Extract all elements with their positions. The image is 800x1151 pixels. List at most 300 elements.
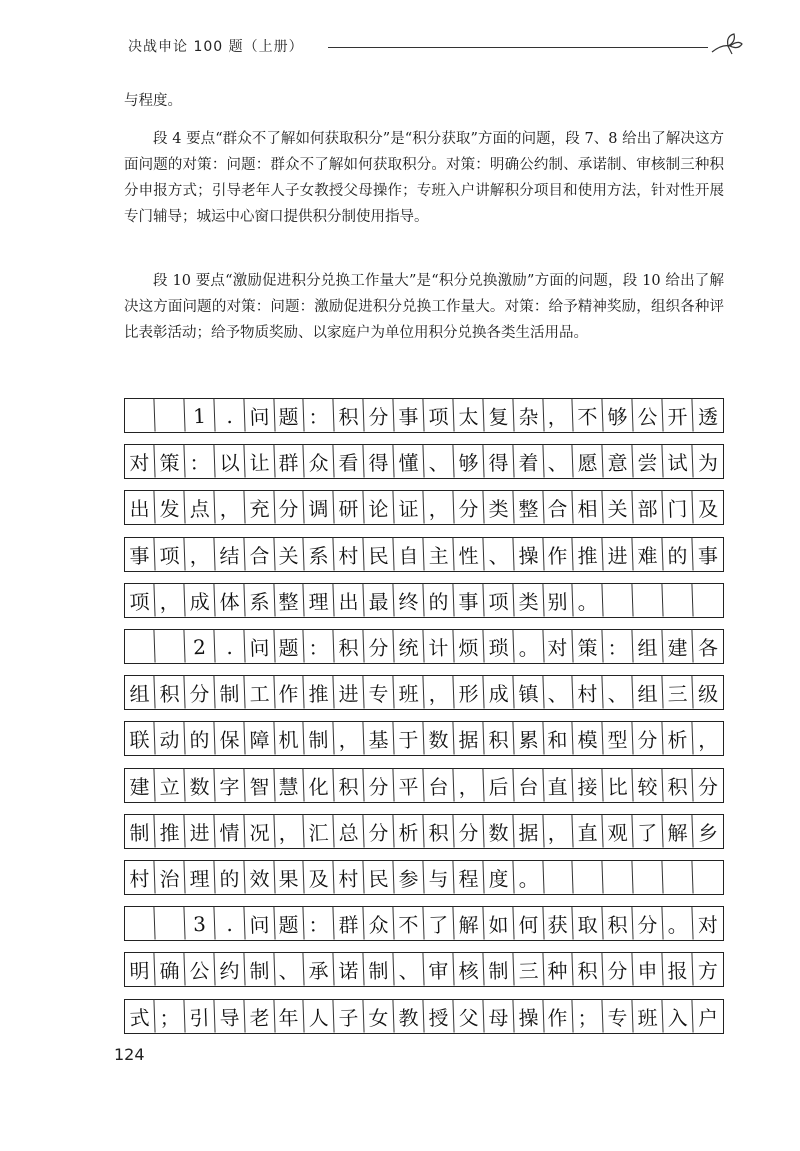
grid-cell: 工 xyxy=(244,676,275,710)
grid-cell: 化 xyxy=(304,768,335,802)
grid-cell: 汇 xyxy=(304,814,335,848)
grid-cell: 够 xyxy=(603,398,634,432)
grid-cell: 关 xyxy=(603,491,634,525)
header-rule xyxy=(328,47,708,48)
grid-cell: 专 xyxy=(364,676,395,710)
grid-cell: 积 xyxy=(662,768,693,802)
grid-cell: 烦 xyxy=(453,629,484,663)
grid-cell: 作 xyxy=(274,676,305,710)
grid-cell: ， xyxy=(543,814,574,848)
grid-cell: 积 xyxy=(483,722,514,756)
grid-cell: ， xyxy=(184,537,215,571)
grid-row xyxy=(124,629,724,664)
grid-cell: 题 xyxy=(274,398,305,432)
grid-cell xyxy=(124,629,155,663)
grid-cell: ， xyxy=(423,676,454,710)
grid-cell: 、 xyxy=(393,953,424,987)
grid-cell: 入 xyxy=(662,999,693,1033)
grid-cell: 慧 xyxy=(274,768,305,802)
grid-cell: 发 xyxy=(154,491,185,525)
grid-row xyxy=(124,860,724,895)
paragraph-point-4: 段 4 要点“群众不了解如何获取积分”是“积分获取”方面的问题，段 7、8 给出了解决这方面问题的对策：问题：群众不了解如何获取积分。对策：明确公约制、承诺制、审核制三种积分申报方式；引导老年人子女教授父母操作；专班入户讲解积分项目和使用方法，针对性开展专门辅导；城运中心窗口提供积分制使用指导。 xyxy=(124,131,724,225)
grid-row xyxy=(124,721,724,756)
grid-cell: 村 xyxy=(124,860,155,894)
grid-cell: 年 xyxy=(274,999,305,1033)
grid-cell: 台 xyxy=(423,768,454,802)
grid-cell: 透 xyxy=(697,404,719,430)
grid-cell: 种 xyxy=(543,953,574,987)
grid-cell: 研 xyxy=(334,491,365,525)
grid-cell: 总 xyxy=(334,814,365,848)
grid-cell: 约 xyxy=(214,953,245,987)
grid-cell: 策 xyxy=(573,629,604,663)
grid-cell: 积 xyxy=(423,814,454,848)
grid-cell: 情 xyxy=(214,814,245,848)
grid-cell: 班 xyxy=(633,999,664,1033)
grid-cell: 果 xyxy=(274,860,305,894)
grid-cell: 事 xyxy=(393,398,424,432)
grid-cell: 成 xyxy=(483,676,514,710)
grid-cell: 后 xyxy=(483,768,514,802)
grid-cell: 障 xyxy=(244,722,275,756)
grid-cell: 级 xyxy=(697,681,719,707)
grid-cell: 太 xyxy=(453,398,484,432)
grid-cell xyxy=(124,907,155,941)
grid-cell: 民 xyxy=(364,860,395,894)
grid-row xyxy=(124,906,724,941)
grid-cell: 公 xyxy=(184,953,215,987)
grid-cell: 项 xyxy=(124,583,155,617)
grid-cell: 复 xyxy=(483,398,514,432)
grid-cell: ， xyxy=(334,722,365,756)
grid-cell xyxy=(154,629,185,663)
grid-cell: 报 xyxy=(662,953,693,987)
grid-cell: 主 xyxy=(423,537,454,571)
grid-cell: 了 xyxy=(633,814,664,848)
grid-row xyxy=(124,537,724,572)
grid-cell: . xyxy=(214,629,245,663)
grid-cell: 何 xyxy=(513,907,544,941)
grid-cell: 数 xyxy=(423,722,454,756)
grid-cell: 明 xyxy=(124,953,155,987)
grid-cell: 析 xyxy=(662,722,693,756)
grid-cell: 分 xyxy=(184,676,215,710)
grid-cell xyxy=(154,907,185,941)
grid-cell: 问 xyxy=(244,629,275,663)
grid-cell: 民 xyxy=(364,537,395,571)
grid-cell: 够 xyxy=(453,445,484,479)
grid-cell: 、 xyxy=(543,445,574,479)
grid-cell: . xyxy=(214,398,245,432)
grid-cell: 诺 xyxy=(334,953,365,987)
grid-cell: 作 xyxy=(543,537,574,571)
grid-cell: 得 xyxy=(483,445,514,479)
grid-cell: 核 xyxy=(453,953,484,987)
grid-cell: 关 xyxy=(274,537,305,571)
grid-cell: 事 xyxy=(124,537,155,571)
grid-cell xyxy=(124,398,155,432)
grid-cell xyxy=(633,860,664,894)
grid-cell: 愿 xyxy=(573,445,604,479)
grid-cell: ： xyxy=(304,629,335,663)
grid-cell: 事 xyxy=(453,583,484,617)
grid-cell: 众 xyxy=(364,907,395,941)
grid-cell: 类 xyxy=(483,491,514,525)
grid-cell: 理 xyxy=(304,583,335,617)
grid-cell: 解 xyxy=(453,907,484,941)
grid-cell xyxy=(662,860,693,894)
grid-cell: 统 xyxy=(393,629,424,663)
grid-cell: 进 xyxy=(334,676,365,710)
grid-cell: 人 xyxy=(304,999,335,1033)
grid-cell: . xyxy=(214,907,245,941)
grid-cell: 班 xyxy=(393,676,424,710)
grid-cell: 、 xyxy=(603,676,634,710)
grid-cell: 型 xyxy=(603,722,634,756)
grid-cell: 性 xyxy=(453,537,484,571)
grid-cell: 尝 xyxy=(633,445,664,479)
grid-cell: 理 xyxy=(184,860,215,894)
grid-cell: 分 xyxy=(453,491,484,525)
grid-cell: 开 xyxy=(662,398,693,432)
grid-cell: 1 xyxy=(184,398,215,432)
grid-cell: 老 xyxy=(244,999,275,1033)
grid-cell: 较 xyxy=(633,768,664,802)
grid-cell: 。 xyxy=(573,583,604,617)
grid-cell: 于 xyxy=(393,722,424,756)
grid-cell: 动 xyxy=(154,722,185,756)
grid-cell: 制 xyxy=(214,676,245,710)
grid-cell: 女 xyxy=(364,999,395,1033)
grid-cell: 对 xyxy=(697,912,719,938)
grid-cell: 着 xyxy=(513,445,544,479)
grid-cell: 懂 xyxy=(393,445,424,479)
grid-cell xyxy=(543,860,574,894)
grid-cell: 建 xyxy=(662,629,693,663)
grid-cell: 、 xyxy=(483,537,514,571)
grid-cell: ： xyxy=(184,445,215,479)
grid-cell: 取 xyxy=(573,907,604,941)
grid-cell: 村 xyxy=(334,537,365,571)
grid-cell: 及 xyxy=(697,497,719,522)
grid-cell: 为 xyxy=(697,450,719,476)
grid-cell: 琐 xyxy=(483,629,514,663)
grid-cell: 三 xyxy=(662,676,693,710)
grid-cell: 门 xyxy=(662,491,693,525)
grid-cell: 分 xyxy=(633,722,664,756)
grid-cell: 机 xyxy=(274,722,305,756)
grid-cell: 与 xyxy=(423,860,454,894)
grid-cell: 子 xyxy=(334,999,365,1033)
grid-cell: 比 xyxy=(603,768,634,802)
grid-cell: 据 xyxy=(453,722,484,756)
grid-cell: 平 xyxy=(393,768,424,802)
grid-cell: 接 xyxy=(573,768,604,802)
grid-cell: 项 xyxy=(423,398,454,432)
grid-cell: 推 xyxy=(304,676,335,710)
grid-cell: 2 xyxy=(184,629,215,663)
grid-cell: 题 xyxy=(274,907,305,941)
grid-cell: 累 xyxy=(513,722,544,756)
grid-cell: ； xyxy=(154,999,185,1033)
grid-cell: 方 xyxy=(697,959,719,984)
grid-cell: 系 xyxy=(304,537,335,571)
grid-cell: 分 xyxy=(633,907,664,941)
grid-cell: 分 xyxy=(364,629,395,663)
grid-cell: 智 xyxy=(244,768,275,802)
grid-cell: 形 xyxy=(453,676,484,710)
grid-cell: 得 xyxy=(364,445,395,479)
grid-cell: 群 xyxy=(334,907,365,941)
grid-cell: 积 xyxy=(603,907,634,941)
grid-cell: 直 xyxy=(573,814,604,848)
grid-cell: 分 xyxy=(364,768,395,802)
grid-cell: 积 xyxy=(334,398,365,432)
grid-cell: 引 xyxy=(184,999,215,1033)
grid-cell: 了 xyxy=(423,907,454,941)
grid-cell: ： xyxy=(603,629,634,663)
grid-cell: 类 xyxy=(513,583,544,617)
grid-cell: 申 xyxy=(633,953,664,987)
grid-cell: 。 xyxy=(513,860,544,894)
grid-cell: 承 xyxy=(304,953,335,987)
grid-cell: 模 xyxy=(573,722,604,756)
grid-cell: 数 xyxy=(184,768,215,802)
grid-cell: 进 xyxy=(184,814,215,848)
grid-cell xyxy=(662,583,693,617)
grid-cell: 事 xyxy=(697,543,719,568)
grid-cell xyxy=(692,860,723,894)
grid-cell: 基 xyxy=(364,722,395,756)
grid-cell: 组 xyxy=(633,629,664,663)
grid-cell: 调 xyxy=(304,491,335,525)
grid-cell: 积 xyxy=(334,768,365,802)
grid-row xyxy=(124,490,724,525)
grid-cell: 式 xyxy=(124,999,155,1033)
grid-cell: 最 xyxy=(364,583,395,617)
grid-cell: 度 xyxy=(483,860,514,894)
grid-cell: 立 xyxy=(154,768,185,802)
grid-cell: 合 xyxy=(543,491,574,525)
grid-cell: 难 xyxy=(633,537,664,571)
grid-cell: 积 xyxy=(334,629,365,663)
grid-cell: 操 xyxy=(513,537,544,571)
grid-cell: 确 xyxy=(154,953,185,987)
grid-cell: 策 xyxy=(154,445,185,479)
grid-cell: 授 xyxy=(423,999,454,1033)
grid-cell: 分 xyxy=(453,814,484,848)
grid-cell: ， xyxy=(274,814,305,848)
grid-cell: 出 xyxy=(334,583,365,617)
grid-cell: 众 xyxy=(304,445,335,479)
grid-cell: 父 xyxy=(453,999,484,1033)
grid-cell: 、 xyxy=(543,676,574,710)
grid-cell: 论 xyxy=(364,491,395,525)
grid-cell: 获 xyxy=(543,907,574,941)
grid-cell: 推 xyxy=(154,814,185,848)
grid-cell: 不 xyxy=(393,907,424,941)
grid-row xyxy=(124,814,724,849)
grid-cell: 程 xyxy=(453,860,484,894)
grid-row xyxy=(124,398,724,433)
grid-cell: ： xyxy=(304,907,335,941)
grid-cell: 对 xyxy=(543,629,574,663)
grid-cell: 成 xyxy=(184,583,215,617)
grid-cell: 合 xyxy=(244,537,275,571)
grid-row xyxy=(124,952,724,987)
grid-cell: 观 xyxy=(603,814,634,848)
grid-cell: 效 xyxy=(244,860,275,894)
grid-cell: 的 xyxy=(423,583,454,617)
grid-cell: 村 xyxy=(334,860,365,894)
grid-cell: 项 xyxy=(483,583,514,617)
grid-cell xyxy=(603,583,634,617)
paragraph-continued: 与程度。 xyxy=(124,93,182,109)
grid-cell: 联 xyxy=(124,722,155,756)
grid-cell: 制 xyxy=(244,953,275,987)
grid-cell xyxy=(633,583,664,617)
grid-cell: 项 xyxy=(154,537,185,571)
grid-cell: 分 xyxy=(603,953,634,987)
grid-row xyxy=(124,768,724,803)
grid-cell: 字 xyxy=(214,768,245,802)
grid-cell: 、 xyxy=(274,953,305,987)
grid-cell: 专 xyxy=(603,999,634,1033)
grid-row xyxy=(124,675,724,710)
grid-cell: 户 xyxy=(697,1005,719,1030)
grid-cell: 分 xyxy=(364,814,395,848)
grid-cell: 群 xyxy=(274,445,305,479)
grid-cell: 治 xyxy=(154,860,185,894)
grid-cell: 杂 xyxy=(513,398,544,432)
grid-cell: ， xyxy=(423,491,454,525)
grid-cell: 如 xyxy=(483,907,514,941)
grid-cell: 制 xyxy=(364,953,395,987)
running-header xyxy=(128,30,728,60)
grid-cell: 据 xyxy=(513,814,544,848)
grid-cell: 、 xyxy=(423,445,454,479)
grid-cell: 整 xyxy=(274,583,305,617)
grid-cell xyxy=(692,583,723,617)
grid-cell: 相 xyxy=(573,491,604,525)
grid-cell: 让 xyxy=(244,445,275,479)
grid-cell: 的 xyxy=(662,537,693,571)
grid-cell: 意 xyxy=(603,445,634,479)
grid-cell xyxy=(154,398,185,432)
grid-cell: 积 xyxy=(154,676,185,710)
grid-cell: 各 xyxy=(697,635,719,661)
grid-cell: 建 xyxy=(124,768,155,802)
grid-cell: 3 xyxy=(184,907,215,941)
grid-cell: 况 xyxy=(244,814,275,848)
grid-cell: 分 xyxy=(364,398,395,432)
grid-cell: 。 xyxy=(662,907,693,941)
grid-cell: 审 xyxy=(423,953,454,987)
grid-cell: 数 xyxy=(483,814,514,848)
grid-cell: 三 xyxy=(513,953,544,987)
grid-cell: 和 xyxy=(543,722,574,756)
grid-cell: 制 xyxy=(483,953,514,987)
grid-cell: 别 xyxy=(543,583,574,617)
grid-cell: ， xyxy=(154,583,185,617)
grid-cell: 充 xyxy=(244,491,275,525)
grid-cell: 点 xyxy=(184,491,215,525)
grid-cell: 乡 xyxy=(697,820,719,846)
grid-cell: 问 xyxy=(244,398,275,432)
grid-cell: 计 xyxy=(423,629,454,663)
grid-cell: 直 xyxy=(543,768,574,802)
grid-cell: 题 xyxy=(274,629,305,663)
grid-row xyxy=(124,999,724,1034)
grid-cell xyxy=(603,860,634,894)
page-number: 124 xyxy=(114,1045,145,1064)
grid-cell: 台 xyxy=(513,768,544,802)
grid-cell: 制 xyxy=(304,722,335,756)
grid-cell xyxy=(573,860,604,894)
grid-cell: 教 xyxy=(393,999,424,1033)
grid-cell: 进 xyxy=(603,537,634,571)
header-title: 决战申论 100 题（上册） xyxy=(128,39,304,55)
grid-cell: 保 xyxy=(214,722,245,756)
grid-cell: 制 xyxy=(124,814,155,848)
grid-cell: 导 xyxy=(214,999,245,1033)
grid-cell: 结 xyxy=(214,537,245,571)
grid-cell: 的 xyxy=(184,722,215,756)
grid-cell: ， xyxy=(697,728,719,753)
grid-cell: 村 xyxy=(573,676,604,710)
grid-cell: 出 xyxy=(124,491,155,525)
grid-cell: 试 xyxy=(662,445,693,479)
sprout-icon xyxy=(708,30,744,60)
grid-cell: 证 xyxy=(393,491,424,525)
grid-row xyxy=(124,583,724,618)
grid-cell: 推 xyxy=(573,537,604,571)
grid-cell: 整 xyxy=(513,491,544,525)
grid-cell: 的 xyxy=(214,860,245,894)
grid-cell: 积 xyxy=(573,953,604,987)
grid-cell: 体 xyxy=(214,583,245,617)
grid-cell: 作 xyxy=(543,999,574,1033)
grid-cell: 操 xyxy=(513,999,544,1033)
grid-cell: 组 xyxy=(124,676,155,710)
grid-cell: 析 xyxy=(393,814,424,848)
grid-cell: 问 xyxy=(244,907,275,941)
grid-cell: 看 xyxy=(334,445,365,479)
grid-cell: 参 xyxy=(393,860,424,894)
grid-cell: 自 xyxy=(393,537,424,571)
grid-cell: 。 xyxy=(513,629,544,663)
grid-cell: 系 xyxy=(244,583,275,617)
grid-cell: 公 xyxy=(633,398,664,432)
grid-cell: ： xyxy=(304,398,335,432)
grid-cell: 解 xyxy=(662,814,693,848)
grid-cell: 部 xyxy=(633,491,664,525)
paragraph-point-10: 段 10 要点“激励促进积分兑换工作量大”是“积分兑换激励”方面的问题，段 10 给出了解决这方面问题的对策：问题：激励促进积分兑换工作量大。对策：给予精神奖励，组织各种评比表彰活动；给予物质奖励、以家庭户为单位用积分兑换各类生活用品。 xyxy=(124,273,724,341)
grid-cell: 及 xyxy=(304,860,335,894)
grid-cell: 终 xyxy=(393,583,424,617)
grid-cell: 分 xyxy=(274,491,305,525)
grid-cell: 母 xyxy=(483,999,514,1033)
grid-cell: 不 xyxy=(573,398,604,432)
grid-cell: 对 xyxy=(124,445,155,479)
grid-cell: 组 xyxy=(633,676,664,710)
grid-cell: 镇 xyxy=(513,676,544,710)
grid-cell: ， xyxy=(543,398,574,432)
grid-cell: ； xyxy=(573,999,604,1033)
grid-cell: 分 xyxy=(697,774,719,799)
grid-cell: ， xyxy=(214,491,245,525)
grid-row xyxy=(124,444,724,479)
